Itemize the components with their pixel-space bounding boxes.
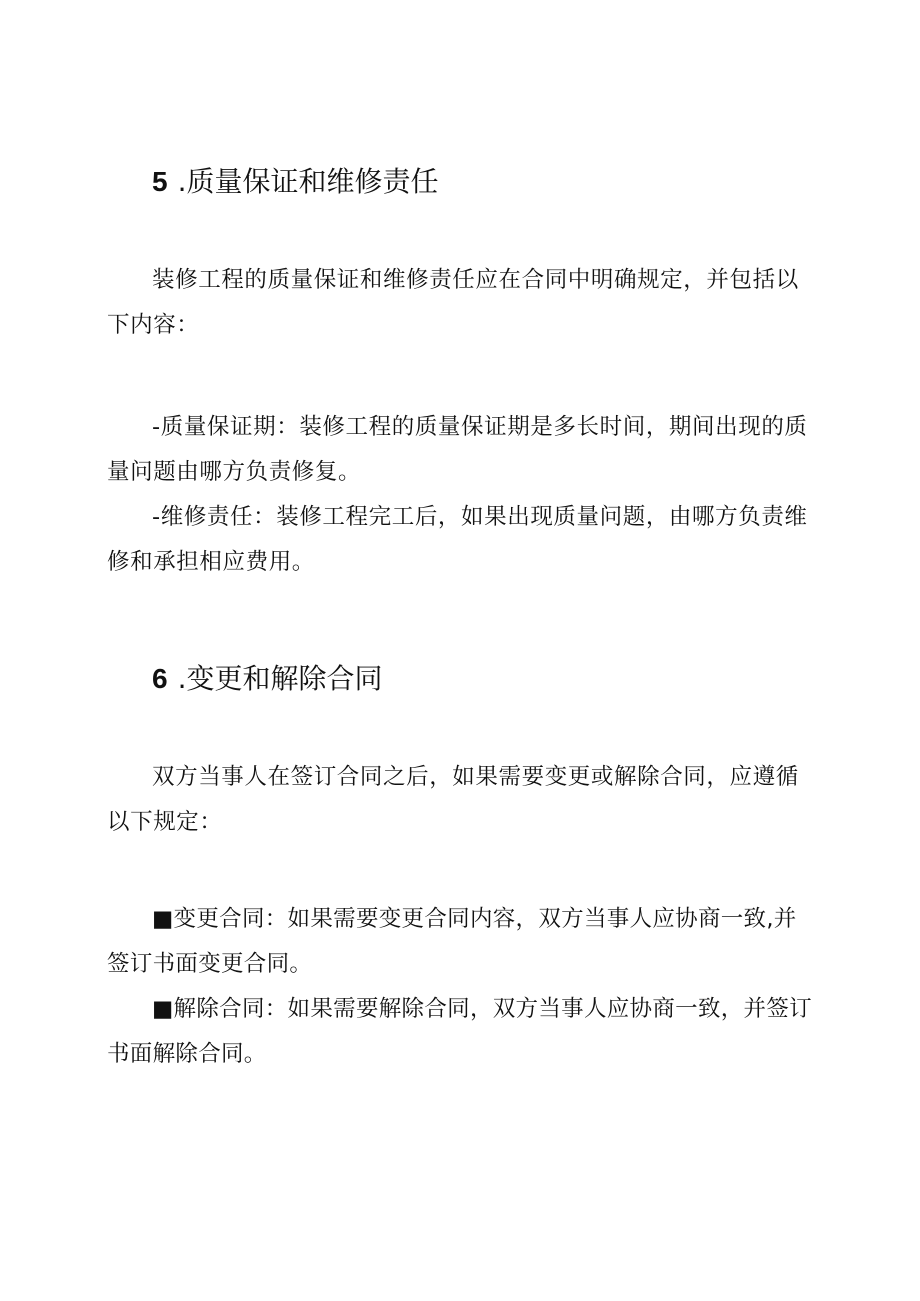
section-5-intro: 装修工程的质量保证和维修责任应在合同中明确规定，并包括以下内容：	[107, 267, 799, 338]
section-6-intro-block	[107, 755, 817, 845]
section-6-title: .变更和解除合同	[177, 662, 383, 695]
section-5-heading	[152, 165, 438, 199]
section-5-items	[107, 405, 817, 585]
section-5-number: 5	[152, 166, 168, 197]
section-5-item-warranty: -质量保证期：装修工程的质量保证期是多长时间，期间出现的质量问题由哪方负责修复。	[107, 414, 808, 485]
section-6-heading	[152, 662, 382, 696]
section-6-item-change: ■变更合同：如果需要变更合同内容，双方当事人应协商一致,并签订书面变更合同。	[107, 906, 797, 977]
section-5-title: .质量保证和维修责任	[177, 165, 439, 198]
section-6-number: 6	[152, 663, 168, 694]
section-6-item-termination: ■解除合同：如果需要解除合同，双方当事人应协商一致，并签订书面解除合同。	[107, 996, 812, 1067]
section-5-item-maintenance: -维修责任：装修工程完工后，如果出现质量问题，由哪方负责维修和承担相应费用。	[107, 504, 808, 575]
section-5-intro-block	[107, 258, 817, 348]
section-6-items	[107, 897, 817, 1077]
section-6-intro: 双方当事人在签订合同之后，如果需要变更或解除合同，应遵循以下规定：	[107, 764, 799, 835]
